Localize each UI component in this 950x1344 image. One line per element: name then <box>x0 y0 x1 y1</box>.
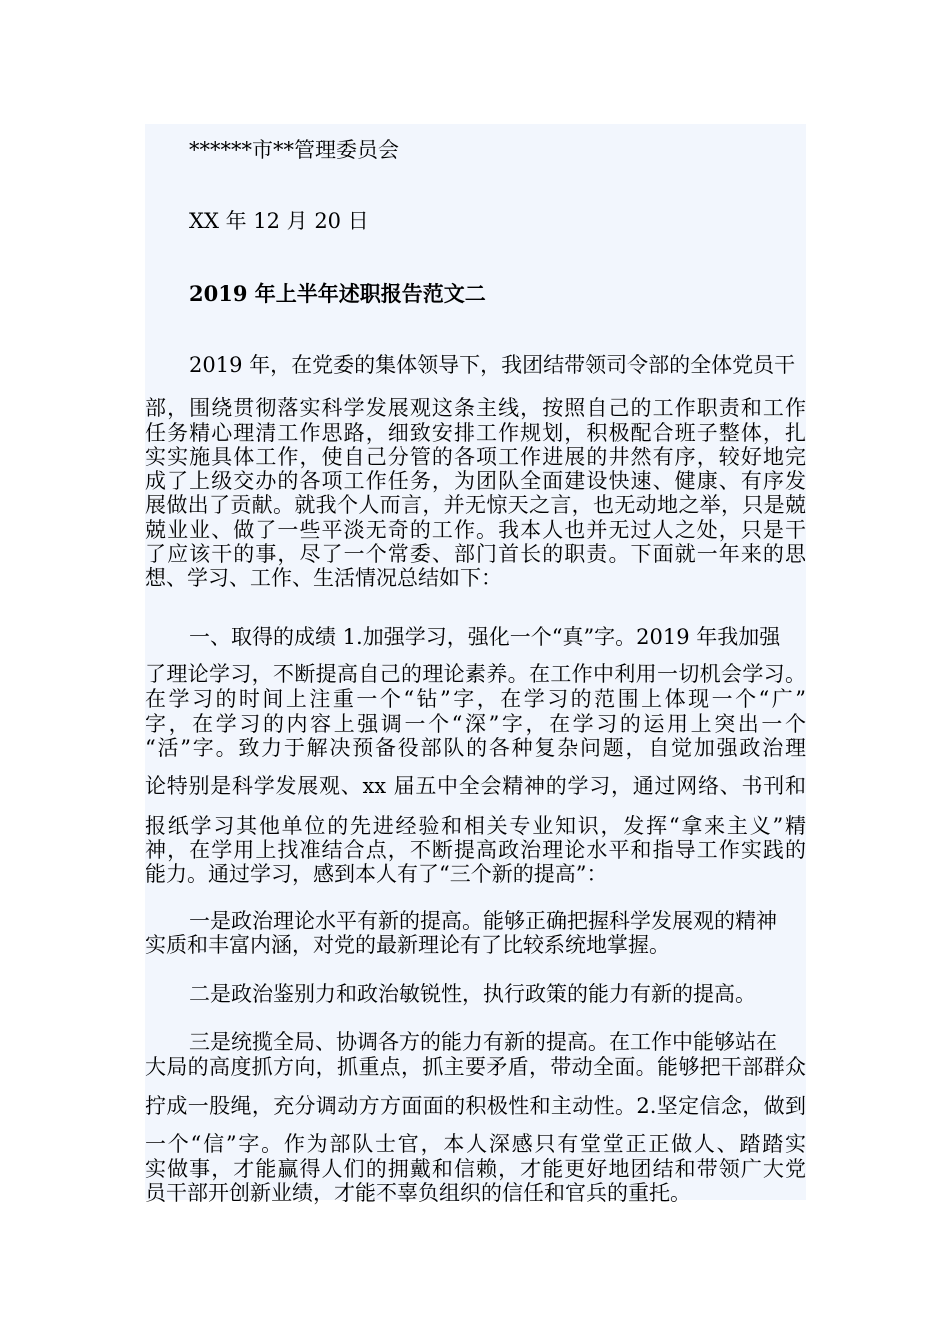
organization-name: ******市**管理委员会 <box>189 138 399 162</box>
paragraph-line: 展做出了贡献。就我个人而言，并无惊天之言，也无动地之举，只是兢 <box>145 493 806 517</box>
paragraph-line: 兢业业、做了一些平淡无奇的工作。我本人也并无过人之处，只是干 <box>145 518 806 542</box>
paragraph-line: “活”字。致力于解决预备役部队的各种复杂问题，自觉加强政治理 <box>145 736 806 760</box>
article-title: 2019 年上半年述职报告范文二 <box>189 281 486 306</box>
paragraph-line: 一是政治理论水平有新的提高。能够正确把握科学发展观的精神 <box>189 909 777 933</box>
paragraph-line: 了理论学习，不断提高自己的理论素养。在工作中利用一切机会学习。 <box>145 662 806 686</box>
paragraph-line: 论特别是科学发展观、xx 届五中全会精神的学习，通过网络、书刊和 <box>145 774 806 798</box>
paragraph-line: 了应该干的事，尽了一个常委、部门首长的职责。下面就一年来的思 <box>145 542 806 566</box>
paragraph-line: 任务精心理清工作思路，细致安排工作规划，积极配合班子整体，扎 <box>145 421 806 445</box>
paragraph-line: 实实施具体工作，使自己分管的各项工作进展的井然有序，较好地完 <box>145 445 806 469</box>
paragraph-line: 部，围绕贯彻落实科学发展观这条主线，按照自己的工作职责和工作 <box>145 396 806 420</box>
paragraph-line: 一个“信”字。作为部队士官，本人深感只有堂堂正正做人、踏踏实 <box>145 1132 806 1156</box>
paragraph-line: 想、学习、工作、生活情况总结如下： <box>145 566 502 590</box>
paragraph-line: 能力。通过学习，感到本人有了“三个新的提高”： <box>145 862 608 886</box>
paragraph-line: 在学习的时间上注重一个“钻”字，在学习的范围上体现一个“广” <box>145 687 806 711</box>
paragraph-line: 报纸学习其他单位的先进经验和相关专业知识，发挥“拿来主义”精 <box>145 814 806 838</box>
paragraph-line: 字，在学习的内容上强调一个“深”字，在学习的运用上突出一个 <box>145 712 806 736</box>
paragraph-line: 实做事，才能赢得人们的拥戴和信赖，才能更好地团结和带领广大党 <box>145 1157 806 1181</box>
paragraph-line: 一、取得的成绩 1.加强学习，强化一个“真”字。2019 年我加强 <box>189 625 781 649</box>
paragraph-line: 实质和丰富内涵，对党的最新理论有了比较系统地掌握。 <box>145 933 670 957</box>
paragraph-line: 2019 年，在党委的集体领导下，我团结带领司令部的全体党员干 <box>189 353 796 377</box>
paragraph-line: 大局的高度抓方向，抓重点，抓主要矛盾，带动全面。能够把干部群众 <box>145 1055 806 1079</box>
paragraph-line: 二是政治鉴别力和政治敏锐性，执行政策的能力有新的提高。 <box>189 982 756 1006</box>
paragraph-line: 成了上级交办的各项工作任务，为团队全面建设快速、健康、有序发 <box>145 469 806 493</box>
paragraph-line: 三是统揽全局、协调各方的能力有新的提高。在工作中能够站在 <box>189 1030 777 1054</box>
document-date: XX 年 12 月 20 日 <box>189 209 369 233</box>
paragraph-line: 拧成一股绳，充分调动方方面面的积极性和主动性。2.坚定信念，做到 <box>145 1094 806 1118</box>
paragraph-line: 员干部开创新业绩，才能不辜负组织的信任和官兵的重托。 <box>145 1181 691 1205</box>
paragraph-line: 神，在学用上找准结合点，不断提高政治理论水平和指导工作实践的 <box>145 838 806 862</box>
